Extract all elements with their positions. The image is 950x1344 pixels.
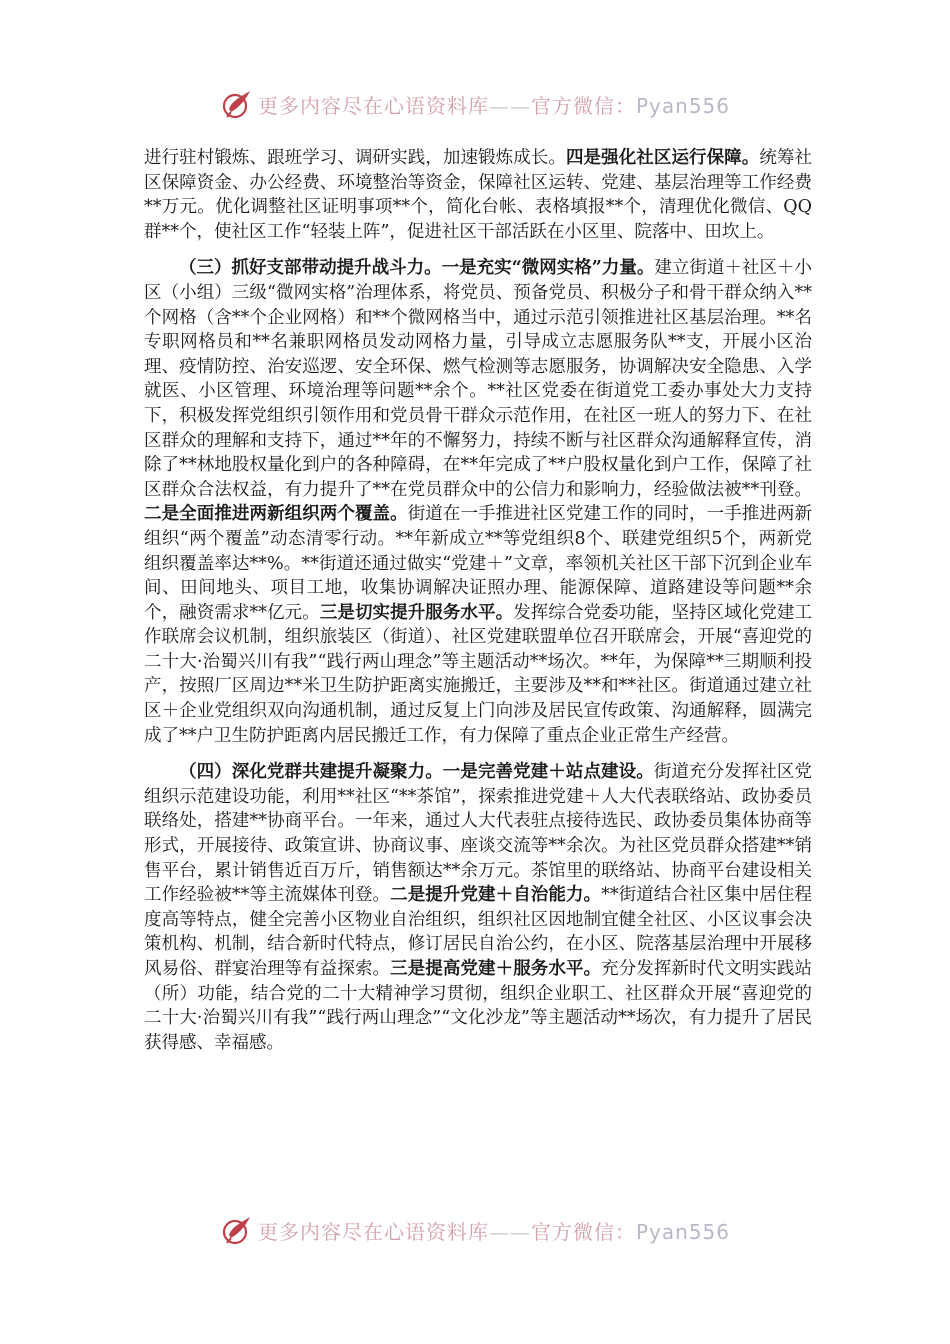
body-text: 建立街道＋社区＋小区（小组）三级“微网实格”治理体系，将党员、预备党员、积极分子和骨干群众纳入**个网格（含**个企业网格）和**个微网格当中，通过示范引领推进社区基层治理。**名专职网格员和**名兼职网格员发动网格力量，引导成立志愿服务队**支，开展小区治理、疫情防控、治安巡逻、安全环保、燃气检测等志愿服务，协调解决安全隐患、入学就医、小区管理、环境治理等问题**余个。**社区党委在街道党工委办事处大力支持下，积极发挥党组织引领作用和党员骨干群众示范作用，在社区一班人的努力下、在社区群众的理解和支持下，通过**年的不懈努力，持续不断与社区群众沟通解释宣传，消除了**林地股权量化到户的各种障碍，在**年完成了**户股权量化到户工作，保障了社区群众合法权益，有力提升了**在党员群众中的公信力和影响力，经验做法被**刊登。	[144, 258, 813, 500]
bold-heading-text: （四）深化党群共建提升凝聚力。一是完善党建＋站点建设。	[179, 762, 654, 783]
paragraph-2	[144, 256, 812, 748]
banner-wechat-id: Pyan556	[635, 1219, 730, 1244]
pen-nib-logo-icon	[220, 87, 254, 121]
bold-heading-text: 二是提升党建＋自治能力。	[390, 885, 602, 906]
body-text: 进行驻村锻炼、跟班学习、调研实践，加速锻炼成长。	[144, 148, 566, 168]
header-banner	[0, 82, 950, 126]
bold-heading-text: 三是切实提升服务水平。	[319, 602, 514, 623]
banner-text	[258, 1216, 730, 1245]
banner-wechat-id: Pyan556	[635, 93, 730, 118]
banner-wechat-label: 官方微信：	[530, 1219, 636, 1244]
bold-heading-text: 四是强化社区运行保障。	[565, 148, 760, 168]
body-text: 街道在一手推进社区党建工作的同时，一手推进两新组织“两个覆盖”动态清零行动。**年新成立**等党组织8个、联建党组织5个，两新党组织覆盖率达**%。**街道还通过做实“党建＋”文章，率领机关社区干部下沉到企业车间、田间地头、项目工地，收集协调解决证照办理、能源保障、道路建设等问题**余个，融资需求**亿元。	[144, 504, 813, 623]
footer-banner	[0, 1208, 950, 1252]
body-text: 发挥综合党委功能，坚持区域化党建工作联席会议机制，组织旅装区（街道）、社区党建联盟单位召开联席会，开展“喜迎党的二十大·治蜀兴川有我”“践行两山理念”等主题活动**场次。**年，为保障**三期顺利投产，按照厂区周边**米卫生防护距离实施搬迁，主要涉及**和**社区。街道通过建立社区＋企业党组织双向沟通机制，通过反复上门向涉及居民宣传政策、沟通解释，圆满完成了**户卫生防护距离内居民搬迁工作，有力保障了重点企业正常生产经营。	[144, 602, 813, 746]
bold-heading-text: （三）抓好支部带动提升战斗力。一是充实“微网实格”力量。	[179, 258, 655, 279]
banner-wechat-label: 官方微信：	[530, 93, 636, 118]
body-text: 统筹社区保障资金、办公经费、环境整治等资金，保障社区运转、党建、基层治理等工作经费**万元。优化调整社区证明事项**个，简化台帐、表格填报**个，清理优化微信、QQ群**个，使社区工作“轻装上阵”，促进社区干部活跃在小区里、院落中、田坎上。	[144, 148, 813, 242]
bold-heading-text: 二是全面推进两新组织两个覆盖。	[144, 504, 408, 525]
paragraph-1	[144, 146, 812, 244]
pen-nib-logo-icon	[220, 1213, 254, 1247]
body-text: 充分发挥新时代文明实践站（所）功能，结合党的二十大精神学习贯彻，组织企业职工、社区群众开展“喜迎党的二十大·治蜀兴川有我”“践行两山理念”“文化沙龙”等主题活动**场次，有力提升了居民获得感、幸福感。	[144, 959, 813, 1053]
bold-heading-text: 三是提高党建＋服务水平。	[390, 959, 602, 979]
banner-separator: ——	[488, 1219, 531, 1244]
banner-site-text: 更多内容尽在心语资料库	[257, 93, 489, 118]
paragraph-3	[144, 760, 812, 1055]
banner-text	[258, 90, 730, 119]
banner-site-text: 更多内容尽在心语资料库	[257, 1219, 489, 1244]
body-text: **街道结合社区集中居住程度高等特点，健全完善小区物业自治组织，组织社区因地制宜健全社区、小区议事会决策机构、机制，结合新时代特点，修订居民自治公约，在小区、院落基层治理中开展移风易俗、群宴治理等有益探索。	[144, 885, 813, 979]
body-text: 街道充分发挥社区党组织示范建设功能，利用**社区“**茶馆”，探索推进党建＋人大代表联络站、政协委员联络处，搭建**协商平台。一年来，通过人大代表驻点接待选民、政协委员集体协商等形式，开展接待、政策宣讲、协商议事、座谈交流等**余次。为社区党员群众搭建**销售平台，累计销售近百万斤，销售额达**余万元。茶馆里的联络站、协商平台建设相关工作经验被**等主流媒体刊登。	[144, 762, 812, 906]
document-body	[144, 146, 812, 1055]
banner-separator: ——	[488, 93, 531, 118]
